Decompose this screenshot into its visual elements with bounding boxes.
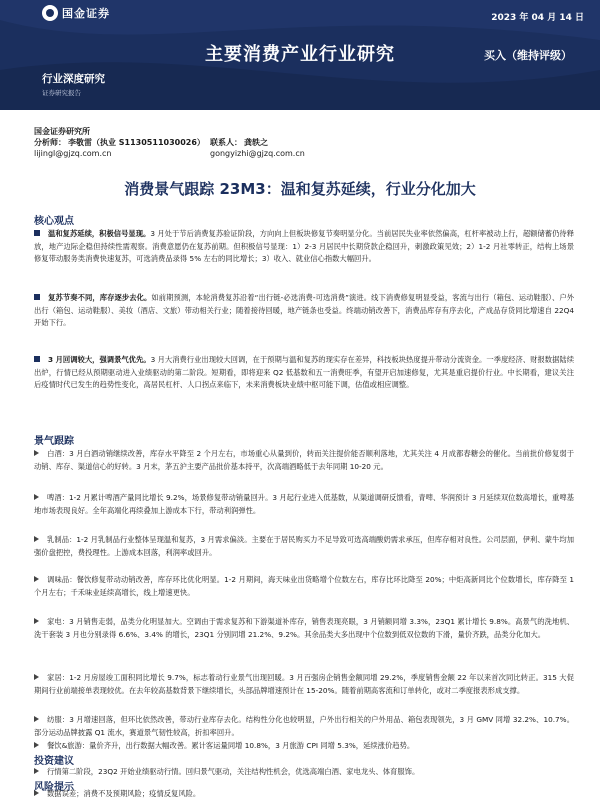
bullet-square-icon bbox=[34, 294, 40, 300]
tracking-text: 调味品：餐饮修复带动动销改善，库存环比优化明显。1-2 月期间，海天味业出货略增个位数左右，库存比环比降至 20%；中炬高新同比个位数增长，库存降至 1 个月左右；千禾味业延续高增长，线上增速更快。 bbox=[34, 575, 574, 597]
contact-label: 联系人： bbox=[210, 138, 242, 147]
tracking-item bbox=[34, 616, 574, 668]
tracking-item bbox=[34, 448, 574, 487]
section-heading-advice: 投资建议 bbox=[34, 756, 74, 767]
rating-label: 买入（维持评级） bbox=[484, 49, 572, 62]
bullet-triangle-icon bbox=[34, 494, 39, 500]
report-header-band bbox=[0, 0, 600, 110]
industry-title: 主要消费产业行业研究 bbox=[205, 44, 395, 65]
report-type: 行业深度研究 bbox=[42, 73, 105, 85]
bullet-triangle-icon bbox=[34, 790, 39, 796]
core-view-lead: 温和复苏延续，积极信号显现。 bbox=[48, 229, 151, 238]
tracking-text: 家居：1-2 月房屋竣工面积同比增长 9.7%，标志着动行业景气出现回暖。3 月百强房企销售金额同增 29.2%，季度销售金额 22 年以来首次同比转正。315 大促期间行业前端接单表现较优。在去年较高基数背景下继续增长，头部品牌增速预计在 15-20%。随着前期高客流和订单转化，或对二季度报表形成支撑。 bbox=[34, 673, 574, 695]
tracking-item bbox=[34, 574, 574, 613]
core-view-text: 如前期预测，本轮消费复苏沿着“出行链-必选消费-可选消费”演进。线下消费修复明显受益，客流与出行（箱包、运动鞋服）、户外出行（箱包、运动鞋服）、美妆（酒店、文旅）带动相关行业；随着接待回暖，地产链条也受益。终端动销改善下，消费品库存有序去化，产成品存货同比增速自 22Q4 开始下行。 bbox=[34, 293, 574, 328]
tracking-item bbox=[34, 492, 574, 531]
analyst-name: 李敬雷（执业 S1130511030026） bbox=[68, 138, 205, 147]
report-subtype: 证券研究报告 bbox=[42, 89, 81, 97]
institute-name: 国金证券研究所 bbox=[34, 127, 90, 136]
analyst-email[interactable]: lijingl@gjzq.com.cn bbox=[34, 149, 112, 158]
advice-text: 行情第二阶段，23Q2 开始业绩驱动行情。回归景气驱动，关注结构性机会，优选高端白酒、家电龙头、体育服饰。 bbox=[47, 767, 420, 776]
bullet-triangle-icon bbox=[34, 618, 39, 624]
core-view-item bbox=[34, 228, 574, 280]
tracking-text: 乳制品：1-2 月乳制品行业整体呈现温和复苏，3 月需求偏淡。主要在于居民购买力不足导致可选高端酸奶需求承压，但库存相对良性。公司层面，伊利、蒙牛均加强价盘把控，费投理性。上游成本回落，利润率或回升。 bbox=[34, 535, 574, 557]
tracking-text: 啤酒：1-2 月累计啤酒产量同比增长 9.2%，场景修复带动销量回升。3 月起行业进入低基数，从渠道调研反馈看，青啤、华润预计 3 月延续双位数高增长，重啤基地市场表现良好。全年高端化再续叠加上游成本下行，带动利润弹性。 bbox=[34, 493, 574, 515]
section-heading-risk: 风险提示 bbox=[34, 782, 74, 793]
tracking-text: 家电：3 月销售走弱，品类分化明显加大。空调由于需求复苏和下游渠道补库存，销售表现亮眼，3 月销额同增 3.3%，23Q1 累计增长 9.8%。高景气的洗地机、洗干套装 3 月也分别录得 6.6%、3.4% 的增长，23Q1 分别同增 21.2%、9.2%。其余品类大多出现中个位数到低双位数的下滑，量价齐跌，品类分化加大。 bbox=[34, 617, 574, 639]
tracking-item bbox=[34, 672, 574, 711]
tracking-item bbox=[34, 740, 574, 753]
logo-text: 国金证券 bbox=[62, 7, 110, 20]
risk-item bbox=[34, 788, 574, 800]
report-date: 2023 年 04 月 14 日 bbox=[491, 13, 584, 23]
bullet-triangle-icon bbox=[34, 536, 39, 542]
tracking-text: 餐饮&旅游：量价齐升，出行数据大幅改善。累计客运量同增 10.8%，3 月旅游 CPI 同增 5.3%，延续涨价趋势。 bbox=[47, 741, 415, 750]
section-heading-tracking: 景气跟踪 bbox=[34, 436, 74, 447]
tracking-text: 纺服：3 月增速回落，但环比依然改善，带动行业库存去化。结构性分化也较明显，户外出行相关的户外用品、箱包表现领先，3 月 GMV 同增 32.2%、10.7%。部分运动品牌披露 Q1 流水，赛道景气韧性较高，折扣率回升。 bbox=[34, 715, 574, 737]
tracking-item bbox=[34, 534, 574, 573]
bullet-triangle-icon bbox=[34, 742, 39, 748]
bullet-triangle-icon bbox=[34, 450, 39, 456]
bullet-square-icon bbox=[34, 356, 40, 362]
section-heading-core-view: 核心观点 bbox=[34, 216, 74, 227]
bullet-square-icon bbox=[34, 230, 40, 236]
risk-text: 数据误差；消费不及预期风险；疫情反复风险。 bbox=[47, 789, 201, 798]
report-title: 消费景气跟踪 23M3：温和复苏延续，行业分化加大 bbox=[124, 180, 476, 198]
tracking-item bbox=[34, 714, 574, 740]
analyst-block bbox=[34, 126, 574, 159]
bullet-triangle-icon bbox=[34, 576, 39, 582]
core-view-lead: 复苏节奏不同，库存逐步去化。 bbox=[48, 293, 152, 302]
bullet-triangle-icon bbox=[34, 768, 39, 774]
bullet-triangle-icon bbox=[34, 674, 39, 680]
tracking-text: 白酒：3 月白酒动销继续改善，库存水平降至 2 个月左右，市场重心从量到价，转而关注提价能否顺利落地，尤其关注 4 月成都春糖会的催化。当前批价修复弱于动销、库存、渠道信心的好转。3 月末，茅五沪主要产品批价基本持平，次高端酒略低于去年同期 10-20 元。 bbox=[34, 449, 574, 471]
core-view-text: 3 月处于节后消费复苏验证阶段，方向向上但板块修复节奏明显分化。当前居民失业率依然偏高，杠杆率被动上行，超额储蓄仍待释放，地产边际企稳但持续性需观察。消费意愿仍在复苏前期。但积极信号显现：1）2-3 月居民中长期贷款企稳回升，刺激政策见效；2）1-2 月社零转正，结构上场景修复带动服务类消费快速复苏，可选消费品录得 5% 左右的同比增长；3）收入、就业信心指数大幅回升。 bbox=[34, 229, 574, 264]
core-view-text: 3 月大消费行业出现较大回调，在于预期与温和复苏的现实存在差异，科技板块热度提升带动分流资金。一季度经济、财报数据陆续出炉，行情已经从预期驱动进入业绩驱动的第二阶段。短期看，即将迎来 Q2 低基数和五一消费旺季，有望开启加速修复，尤其是重启提价行业。中长期看，建议关注后疫情时代已发生的趋势性变化，高居民杠杆、人口拐点来临下，未来消费板块业绩中枢可能下调，估值或相应调整。 bbox=[34, 355, 574, 390]
logo-mark-icon bbox=[42, 5, 58, 21]
analyst-label: 分析师： bbox=[34, 138, 66, 147]
core-view-lead: 3 月回调较大，强调景气优先。 bbox=[48, 355, 151, 364]
contact-name: 龚轶之 bbox=[244, 138, 268, 147]
core-view-item bbox=[34, 292, 574, 344]
bullet-triangle-icon bbox=[34, 716, 39, 722]
company-logo bbox=[42, 5, 110, 21]
core-view-item bbox=[34, 354, 574, 432]
advice-item bbox=[34, 766, 574, 779]
contact-email[interactable]: gongyizhi@gjzq.com.cn bbox=[210, 149, 305, 158]
